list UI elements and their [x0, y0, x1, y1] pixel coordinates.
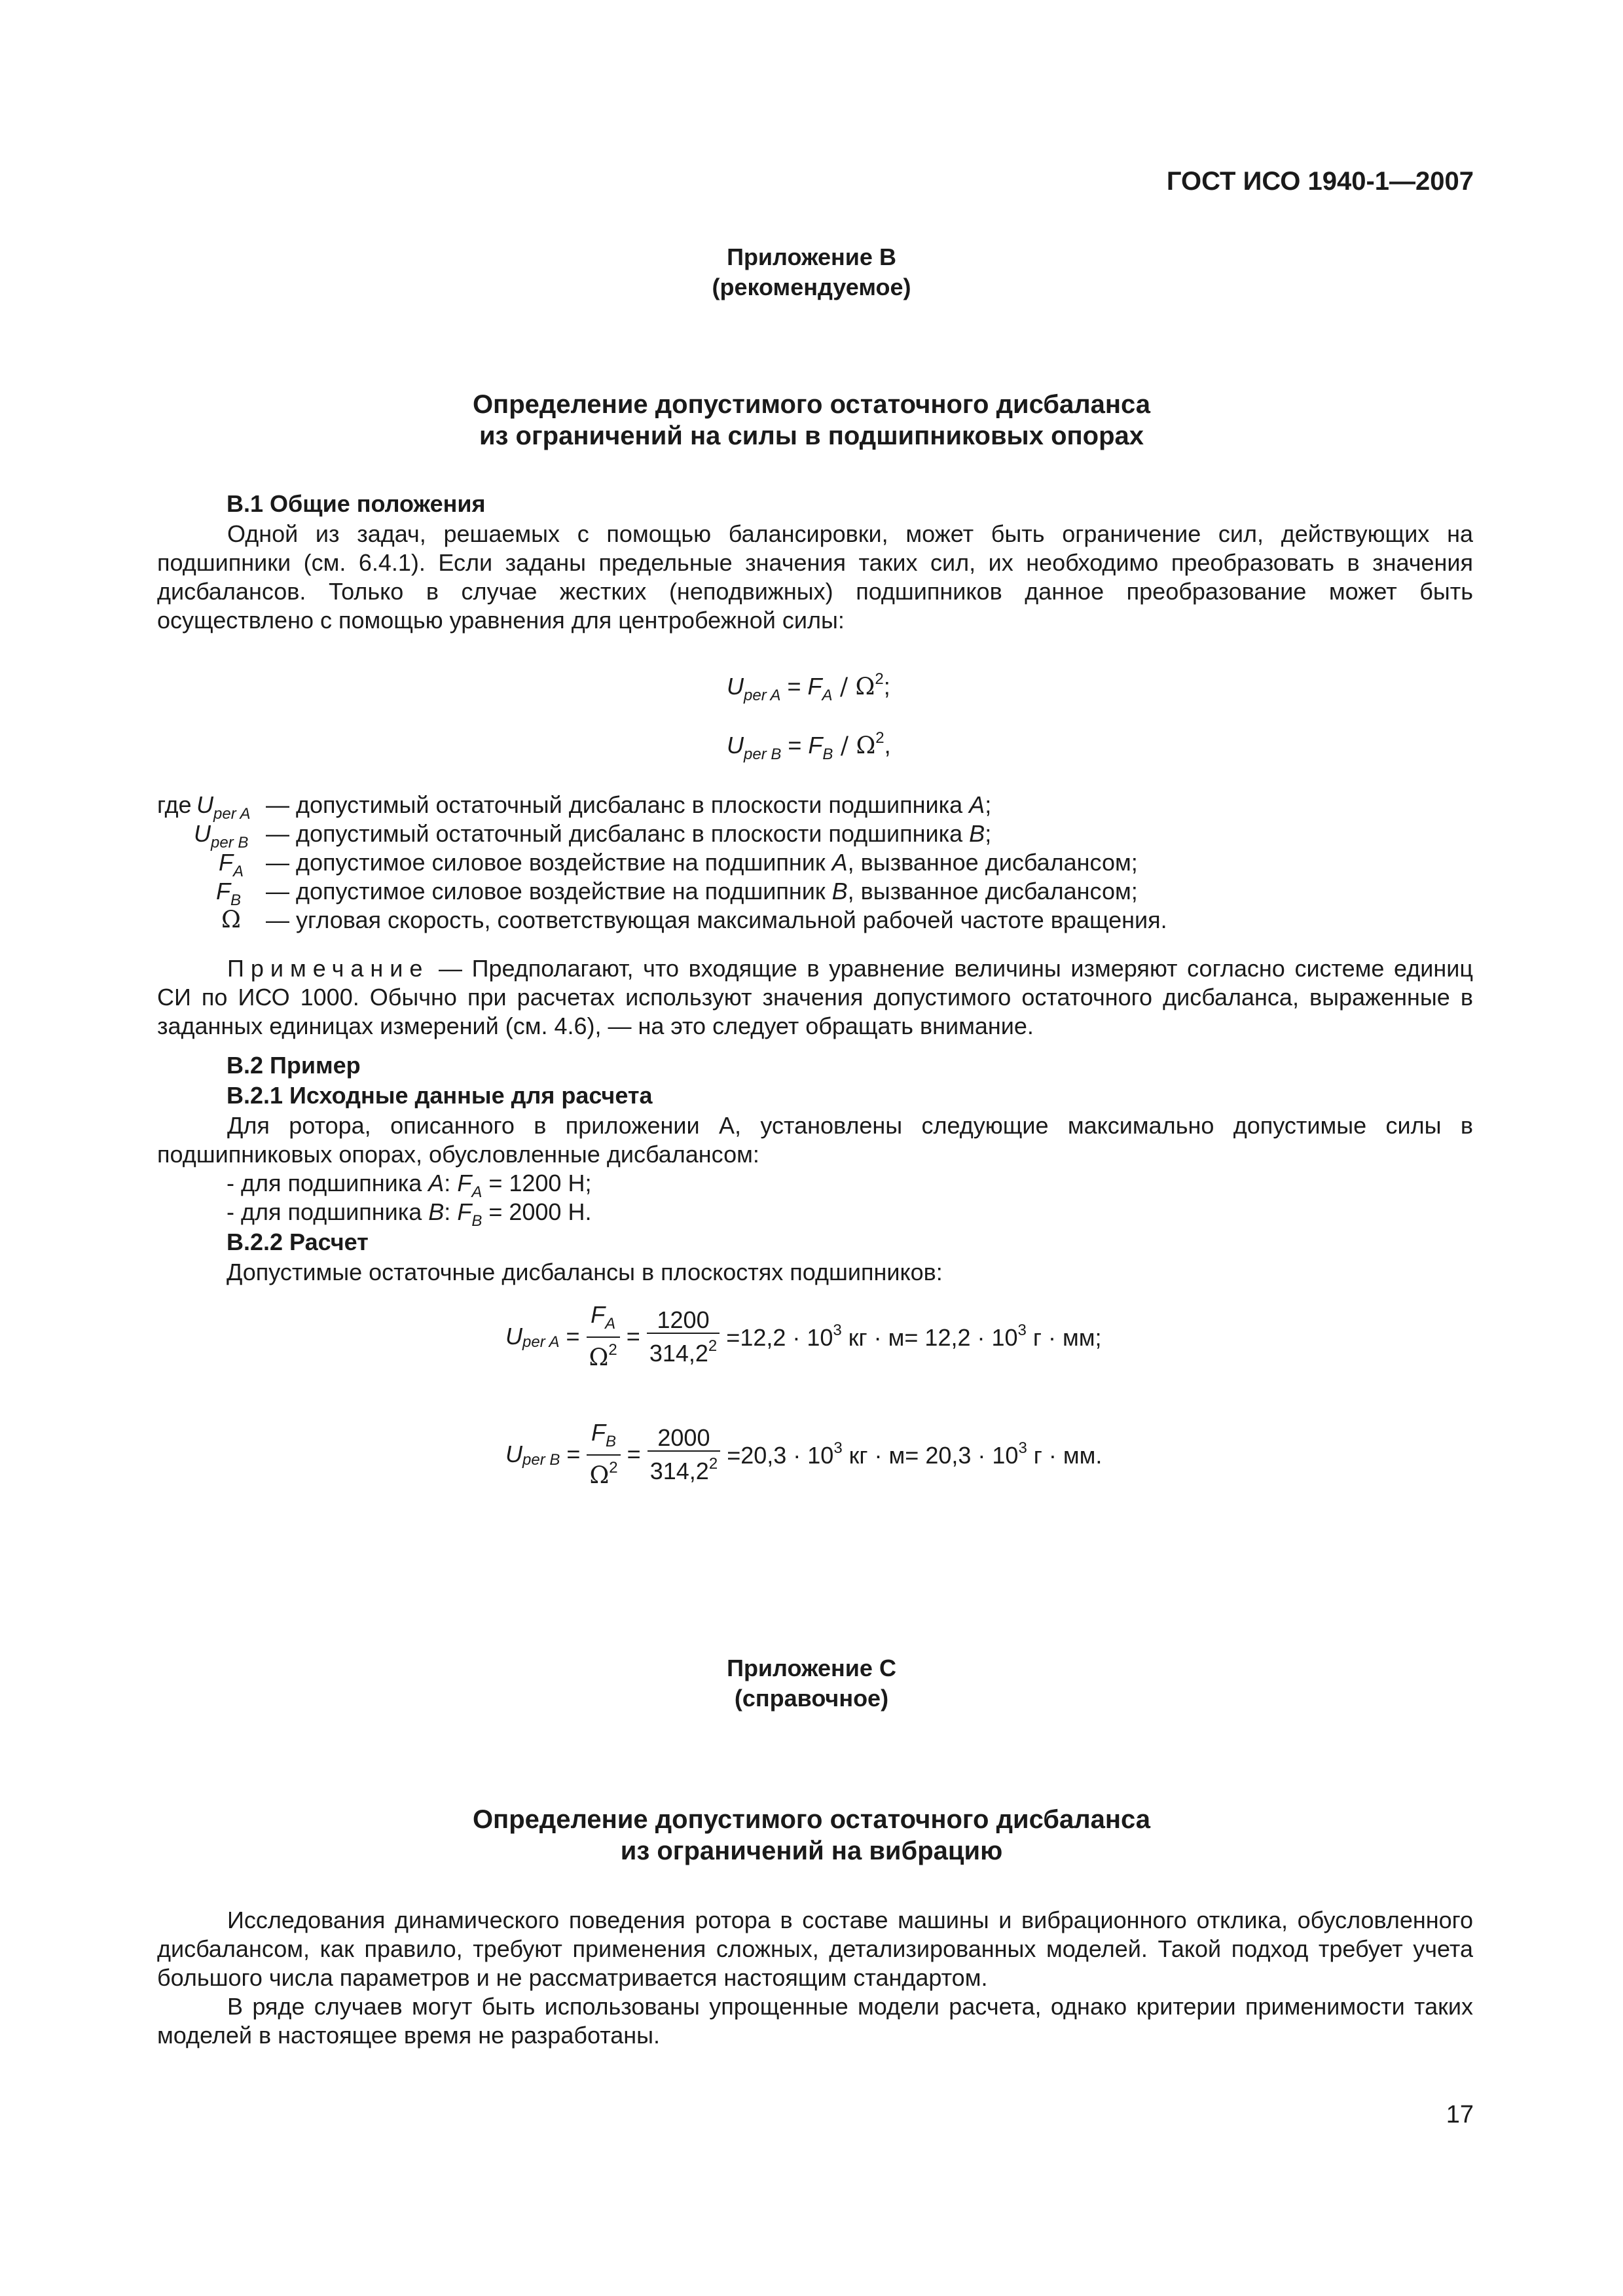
den-pow: 2 — [708, 1454, 718, 1473]
note-text: — Предполагают, что входящие в уравнение величины измеряют согласно системе единиц СИ по ИСО 1000. Обычно при расчетах используют значения допустимого остаточного дисбаланса, выраженные в заданных единицах измерений (см. 4.6), — на это следует обращать внимание. — [157, 955, 1473, 1039]
section-b22-title: В.2.2 Расчет — [227, 1229, 369, 1255]
equals: = — [626, 1323, 640, 1350]
appendix-c-subtitle: (справочное) — [734, 1685, 889, 1712]
note-paragraph — [157, 954, 1473, 1041]
appendix-b-heading-line2: из ограничений на силы в подшипниковых опорах — [479, 422, 1144, 450]
symbol-f: F — [808, 732, 823, 759]
end-mark: ; — [883, 673, 890, 700]
numerator — [587, 1420, 620, 1454]
definition-text — [266, 819, 991, 848]
item-ital: A — [428, 1170, 445, 1196]
result-unit2: г · мм. — [1027, 1442, 1103, 1469]
equals: = — [781, 732, 809, 759]
result-value: =12,2 · 10 — [726, 1324, 833, 1351]
definition-row — [221, 906, 241, 935]
def-symbol: F — [216, 878, 230, 905]
denominator — [587, 1454, 620, 1488]
subscript: B — [822, 745, 833, 763]
where-word: где — [157, 791, 192, 818]
den-pow: 2 — [609, 1459, 618, 1477]
appendix-c-paragraph-1: Исследования динамического поведения ротора в составе машины и вибрационного отклика, обусловленного дисбалансом, как правило, требуют применения сложных, детализированных моделей. Такой подход требует учета большого числа параметров и не рассматривается настоящим стандартом. — [157, 1907, 1473, 1991]
def-symbol: Ω — [221, 906, 241, 933]
item-sub: A — [471, 1183, 483, 1201]
equals: = — [566, 1441, 581, 1467]
appendix-c-paragraph-2: В ряде случаев могут быть использованы упрощенные модели расчета, однако критерии применимости таких моделей в настоящее время не разработаны. — [157, 1993, 1473, 2049]
result-unit: кг · м= 20,3 · 10 — [842, 1442, 1019, 1469]
item-val: = 1200 Н; — [482, 1170, 592, 1196]
numerator — [587, 1302, 620, 1336]
def-italic: A — [831, 849, 848, 876]
symbol-u: U — [505, 1441, 522, 1467]
equation-uper-a — [727, 665, 890, 710]
den-pow: 2 — [608, 1341, 617, 1359]
item-mid: : — [444, 1170, 458, 1196]
result — [726, 1321, 1102, 1351]
den-value: 314,2 — [649, 1457, 709, 1484]
fraction-f-over-omega — [587, 1420, 620, 1488]
equals: = — [566, 1323, 580, 1350]
section-b2-title: В.2 Пример — [227, 1052, 361, 1079]
fraction-numeric — [647, 1308, 720, 1366]
result-unit: кг · м= 12,2 · 10 — [841, 1324, 1018, 1351]
num-f: F — [591, 1419, 606, 1446]
def-text: — допустимое силовое воздействие на подшипник — [266, 878, 832, 905]
item-pre: - для подшипника — [227, 1198, 429, 1225]
symbol-u: U — [727, 673, 744, 700]
def-italic: B — [969, 820, 985, 847]
subscript: per A — [744, 687, 781, 704]
numerator: 2000 — [657, 1424, 710, 1451]
definition-text — [266, 906, 1167, 935]
denominator — [647, 1333, 720, 1366]
appendix-c-title: Приложение С — [727, 1655, 896, 1681]
item-ital: B — [428, 1198, 445, 1225]
appendix-b-title: Приложение В — [727, 243, 896, 270]
def-end: , вызванное дисбалансом; — [847, 878, 1138, 905]
result — [727, 1439, 1103, 1469]
subscript: per B — [744, 745, 782, 763]
num-sub: B — [606, 1433, 617, 1450]
section-b21-text: Для ротора, описанного в приложении А, установлены следующие максимально допустимые силы в подшипниковых опорах, обусловленные дисбалансом: — [157, 1112, 1473, 1168]
pow: 3 — [833, 1321, 842, 1339]
pow: 3 — [833, 1439, 843, 1457]
symbol-f: F — [807, 673, 822, 700]
end-mark: , — [884, 732, 891, 759]
subscript: per B — [522, 1451, 560, 1469]
appendix-c-heading-line1: Определение допустимого остаточного дисбаланса — [472, 1805, 1151, 1834]
denominator — [587, 1336, 620, 1371]
def-end: , вызванное дисбалансом; — [847, 849, 1138, 876]
appendix-b-subtitle: (рекомендуемое) — [712, 274, 911, 300]
def-italic: A — [969, 791, 985, 818]
den-value: 314,2 — [649, 1339, 708, 1367]
def-subscript: B — [230, 891, 242, 909]
fraction-numeric — [647, 1426, 720, 1484]
page-number: 17 — [1446, 2101, 1474, 2128]
appendix-c-heading-line2: из ограничений на вибрацию — [620, 1837, 1003, 1865]
num-sub: A — [605, 1315, 616, 1333]
note-label: Примечание — [227, 955, 429, 982]
equals: = — [780, 673, 808, 700]
equals: = — [627, 1441, 641, 1467]
equation-uper-b — [727, 724, 891, 769]
numerator: 1200 — [657, 1306, 710, 1333]
item-f: F — [457, 1170, 472, 1196]
def-text: — допустимое силовое воздействие на подшипник — [266, 849, 832, 876]
def-symbol: U — [196, 791, 213, 818]
num-f: F — [591, 1301, 606, 1328]
result-value: =20,3 · 10 — [727, 1442, 834, 1469]
denominator — [647, 1450, 720, 1484]
subscript: A — [822, 687, 833, 704]
def-symbol: F — [219, 849, 233, 876]
item-mid: : — [444, 1198, 458, 1225]
fraction-f-over-omega — [587, 1302, 620, 1371]
calc-uper-b — [505, 1420, 1102, 1488]
omega-term: / Ω — [832, 673, 875, 700]
result-unit2: г · мм; — [1026, 1324, 1102, 1351]
item-sub: B — [471, 1212, 483, 1230]
calc-uper-a — [505, 1302, 1102, 1371]
def-end: ; — [985, 820, 992, 847]
den-omega: Ω — [589, 1462, 610, 1489]
def-subscript: per A — [213, 805, 251, 823]
pow: 3 — [1017, 1321, 1027, 1339]
definition-text — [266, 877, 1138, 906]
definition-text — [266, 848, 1138, 877]
item-val: = 2000 Н. — [482, 1198, 592, 1225]
def-text: — допустимый остаточный дисбаланс в плоскости подшипника — [266, 791, 970, 818]
definition-text — [266, 791, 991, 819]
item-f: F — [457, 1198, 472, 1225]
def-text: — угловая скорость, соответствующая максимальной рабочей частоте вращения. — [266, 906, 1167, 933]
superscript: 2 — [875, 729, 884, 747]
den-pow: 2 — [708, 1336, 718, 1355]
def-italic: B — [831, 878, 848, 905]
item-pre: - для подшипника — [227, 1170, 429, 1196]
def-subscript: A — [233, 863, 244, 880]
section-b1-text: Одной из задач, решаемых с помощью балансировки, может быть ограничение сил, действующих на подшипники (см. 6.4.1). Если заданы предельные значения таких сил, их необходимо преобразовать в значения дисбалансов. Только в случае жестких (неподвижных) подшипников данное преобразование может быть осуществлено с помощью уравнения для центробежной силы: — [157, 520, 1473, 634]
den-omega: Ω — [589, 1344, 609, 1371]
pow: 3 — [1018, 1439, 1027, 1457]
section-b22-text: Допустимые остаточные дисбалансы в плоскостях подшипников: — [227, 1259, 943, 1285]
section-b21-title: В.2.1 Исходные данные для расчета — [227, 1082, 653, 1109]
def-end: ; — [985, 791, 992, 818]
symbol-u: U — [505, 1323, 522, 1350]
def-text: — допустимый остаточный дисбаланс в плоскости подшипника — [266, 820, 970, 847]
symbol-u: U — [727, 732, 744, 759]
document-number: ГОСТ ИСО 1940-1—2007 — [1166, 167, 1474, 196]
def-subscript: per B — [211, 834, 249, 852]
subscript: per A — [522, 1333, 560, 1351]
omega-term: / Ω — [833, 732, 876, 759]
section-b1-title: В.1 Общие положения — [227, 490, 486, 517]
superscript: 2 — [875, 670, 884, 688]
def-symbol: U — [194, 820, 211, 847]
appendix-b-heading-line1: Определение допустимого остаточного дисбаланса — [472, 390, 1151, 419]
